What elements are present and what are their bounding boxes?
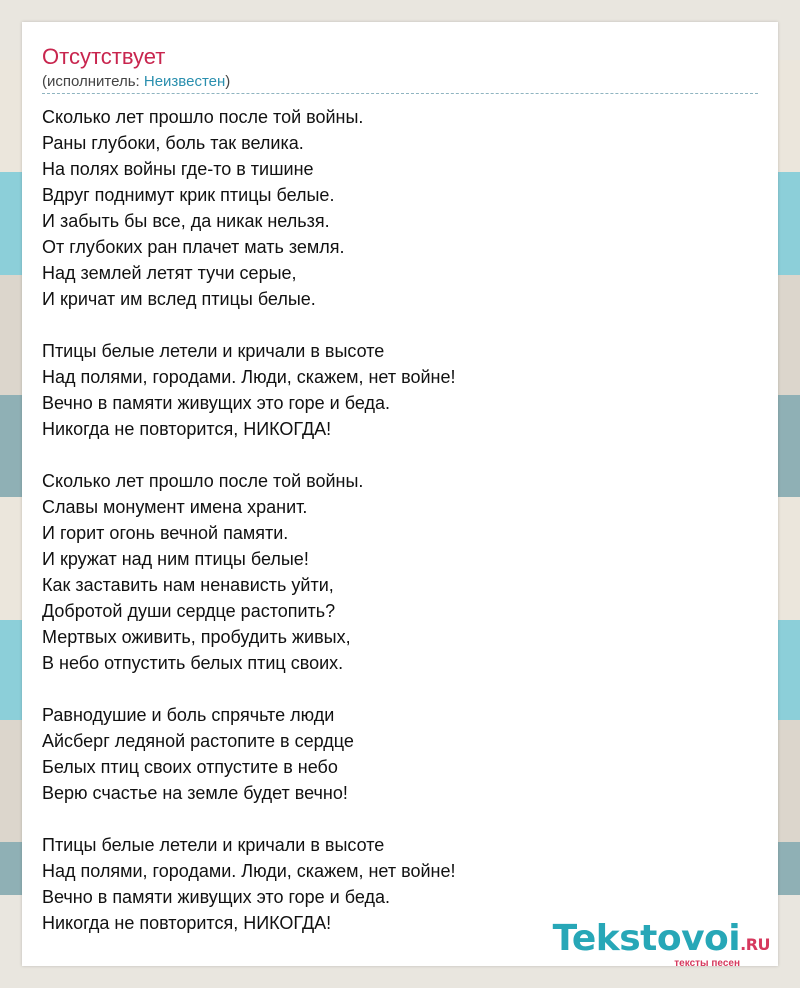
lyrics-stanza <box>42 104 758 312</box>
logo-tagline: тексты песен <box>674 958 740 969</box>
lyric-line: В небо отпустить белых птиц своих. <box>42 653 344 673</box>
lyric-line: Над полями, городами. Люди, скажем, нет войне! <box>42 367 456 387</box>
lyric-line: И кружат над ним птицы белые! <box>42 549 309 569</box>
lyric-line: Раны глубоки, боль так велика. <box>42 133 304 153</box>
lyric-line: Никогда не повторится, НИКОГДА! <box>42 913 332 933</box>
lyric-line: Сколько лет прошло после той войны. <box>42 107 364 127</box>
lyrics-stanza <box>42 468 758 676</box>
lyric-line: Птицы белые летели и кричали в высоте <box>42 835 385 855</box>
lyric-line: И забыть бы все, да никак нельзя. <box>42 211 330 231</box>
lyrics-card <box>22 22 778 966</box>
lyric-line: Никогда не повторится, НИКОГДА! <box>42 419 332 439</box>
site-logo[interactable] <box>553 920 770 970</box>
artist-link[interactable]: Неизвестен <box>143 73 226 90</box>
artist-prefix: (исполнитель: <box>42 73 144 90</box>
logo-name: Tekstovoi <box>552 918 741 959</box>
lyric-line: От глубоких ран плачет мать земля. <box>42 237 345 257</box>
lyric-line: Как заставить нам ненависть уйти, <box>42 575 334 595</box>
lyric-line: Мертвых оживить, пробудить живых, <box>42 627 351 647</box>
artist-suffix: ) <box>225 73 231 90</box>
lyric-line: И кричат им вслед птицы белые. <box>42 289 316 309</box>
lyrics-body <box>42 104 758 936</box>
logo-domain: .RU <box>740 935 770 954</box>
lyric-line: Вечно в памяти живущих это горе и беда. <box>42 887 390 907</box>
lyric-line: Айсберг ледяной растопите в сердце <box>42 731 354 751</box>
lyric-line: И горит огонь вечной памяти. <box>42 523 289 543</box>
lyric-line: Вечно в памяти живущих это горе и беда. <box>42 393 390 413</box>
lyrics-stanza <box>42 702 758 806</box>
artist-line <box>42 72 230 92</box>
lyric-line: Вдруг поднимут крик птицы белые. <box>42 185 335 205</box>
lyric-line: Над землей летят тучи серые, <box>42 263 297 283</box>
song-title: Отсутствует <box>42 44 166 69</box>
divider <box>42 93 758 94</box>
lyric-line: Славы монумент имена хранит. <box>42 497 308 517</box>
lyric-line: Добротой души сердце растопить? <box>42 601 336 621</box>
lyric-line: На полях войны где-то в тишине <box>42 159 314 179</box>
lyric-line: Над полями, городами. Люди, скажем, нет войне! <box>42 861 456 881</box>
lyrics-stanza <box>42 338 758 442</box>
lyric-line: Сколько лет прошло после той войны. <box>42 471 364 491</box>
lyric-line: Птицы белые летели и кричали в высоте <box>42 341 385 361</box>
lyric-line: Верю счастье на земле будет вечно! <box>42 783 348 803</box>
lyric-line: Равнодушие и боль спрячьте люди <box>42 705 335 725</box>
lyric-line: Белых птиц своих отпустите в небо <box>42 757 338 777</box>
